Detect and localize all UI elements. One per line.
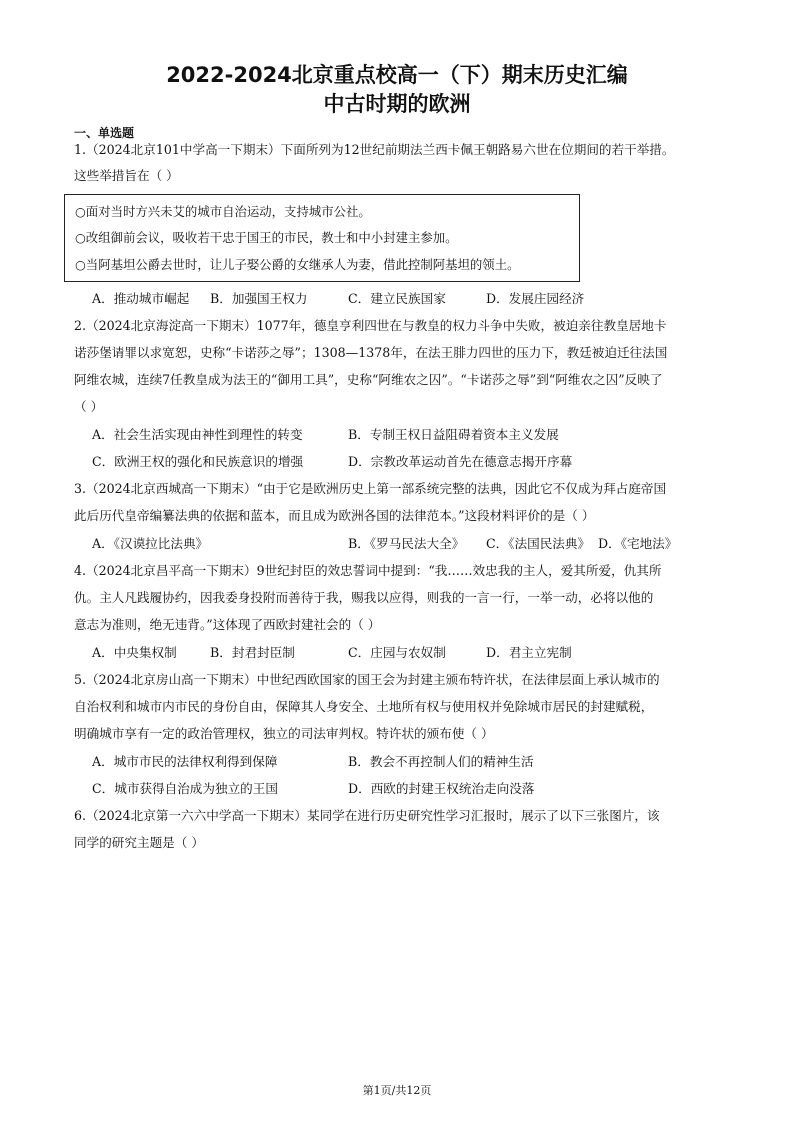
option-c: C．庄园与农奴制 <box>348 645 446 660</box>
option-c: C．建立民族国家 <box>348 291 446 306</box>
question-2-line: 2.（2024北京海淀高一下期末）1077年，德皇亨利四世在与教皇的权力斗争中失败，被迫亲往教皇居地卡 <box>74 318 667 333</box>
box-item: ○改组御前会议，吸收若干忠于国王的市民，教士和中小封建主参加。 <box>75 230 458 245</box>
question-3-line: 此后历代皇帝编纂法典的依据和蓝本，而且成为欧洲各国的法律范本。”这段材料评价的是（ ） <box>74 508 595 523</box>
option-d: D．君主立宪制 <box>486 645 572 660</box>
option-a: A．城市市民的法律权利得到保障 <box>92 754 278 769</box>
option-b: B．封君封臣制 <box>210 645 295 660</box>
option-c: C．欧洲王权的强化和民族意识的增强 <box>92 454 304 469</box>
question-6-line: 同学的研究主题是（ ） <box>74 835 204 850</box>
question-4-line: 仇。主人凡践履协约，因我委身投附而善待于我，赐我以应得，则我的一言一行，一举一动，必将以他的 <box>74 590 654 605</box>
page-title: 2022-2024北京重点校高一（下）期末历史汇编 <box>166 63 628 87</box>
question-4-line: 4.（2024北京昌平高一下期末）9世纪封臣的效忠誓词中提到：“我……效忠我的主人，爱其所爱，仇其所 <box>74 563 662 578</box>
option-b: B．《罗马民法大全》 <box>348 536 465 551</box>
option-b: B．加强国王权力 <box>210 291 308 306</box>
box-item: ○当阿基坦公爵去世时，让儿子娶公爵的女继承人为妻，借此控制阿基坦的领土。 <box>75 257 520 272</box>
option-a: A．社会生活实现由神性到理性的转变 <box>92 427 303 442</box>
option-a: A．《汉谟拉比法典》 <box>92 536 209 551</box>
option-d: D．西欧的封建王权统治走向没落 <box>348 781 535 796</box>
page-subtitle: 中古时期的欧洲 <box>323 92 471 116</box>
option-d: D．《宅地法》 <box>598 536 678 551</box>
material-box <box>64 194 580 282</box>
box-item: ○面对当时方兴未艾的城市自治运动，支持城市公社。 <box>75 204 371 219</box>
question-5-line: 明确城市享有一定的政治管理权，独立的司法审判权。特许状的颁布使（ ） <box>74 726 494 741</box>
question-4-line: 意志为准则，绝无违背。”这体现了西欧封建社会的（ ） <box>74 617 381 632</box>
option-c: C．城市获得自治成为独立的王国 <box>92 781 278 796</box>
section-heading: 一、单选题 <box>74 126 135 140</box>
option-a: A．中央集权制 <box>92 645 177 660</box>
option-d: D．发展庄园经济 <box>486 291 585 306</box>
question-2-line: （ ） <box>74 399 104 414</box>
option-b: B．教会不再控制人们的精神生活 <box>348 754 534 769</box>
question-6-line: 6.（2024北京第一六六中学高一下期末）某同学在进行历史研究性学习汇报时，展示了以下三张图片，该 <box>74 808 660 823</box>
option-b: B．专制王权日益阻碍着资本主义发展 <box>348 427 559 442</box>
question-1-line-2: 这些举措旨在（ ） <box>74 168 179 183</box>
question-1-line-1: 1.（2024北京101中学高一下期末）下面所列为12世纪前期法兰西卡佩王朝路易六世在位期间的若干举措。 <box>74 142 675 157</box>
question-5-line: 5.（2024北京房山高一下期末）中世纪西欧国家的国王会为封建主颁布特许状，在法律层面上承认城市的 <box>74 672 660 687</box>
question-2-line: 阿维农城，连续7任教皇成为法王的“御用工具”，史称“阿维农之囚”。“卡诺莎之辱”到“阿维农之囚”反映了 <box>74 372 663 387</box>
question-3-line: 3.（2024北京西城高一下期末）“由于它是欧洲历史上第一部系统完整的法典，因此它不仅成为拜占庭帝国 <box>74 481 667 496</box>
option-d: D．宗教改革运动首先在德意志揭开序幕 <box>348 454 573 469</box>
option-c: C．《法国民法典》 <box>486 536 591 551</box>
question-5-line: 自治权利和城市内市民的身份自由，保障其人身安全、土地所有权与使用权并免除城市居民的封建赋税， <box>74 699 654 714</box>
option-a: A．推动城市崛起 <box>92 291 190 306</box>
page-number: 第1页/共12页 <box>362 1084 432 1097</box>
question-2-line: 诺莎堡请罪以求宽恕，史称“卡诺莎之辱”；1308—1378年，在法王腓力四世的压力下，教廷被迫迁往法国 <box>74 345 668 360</box>
